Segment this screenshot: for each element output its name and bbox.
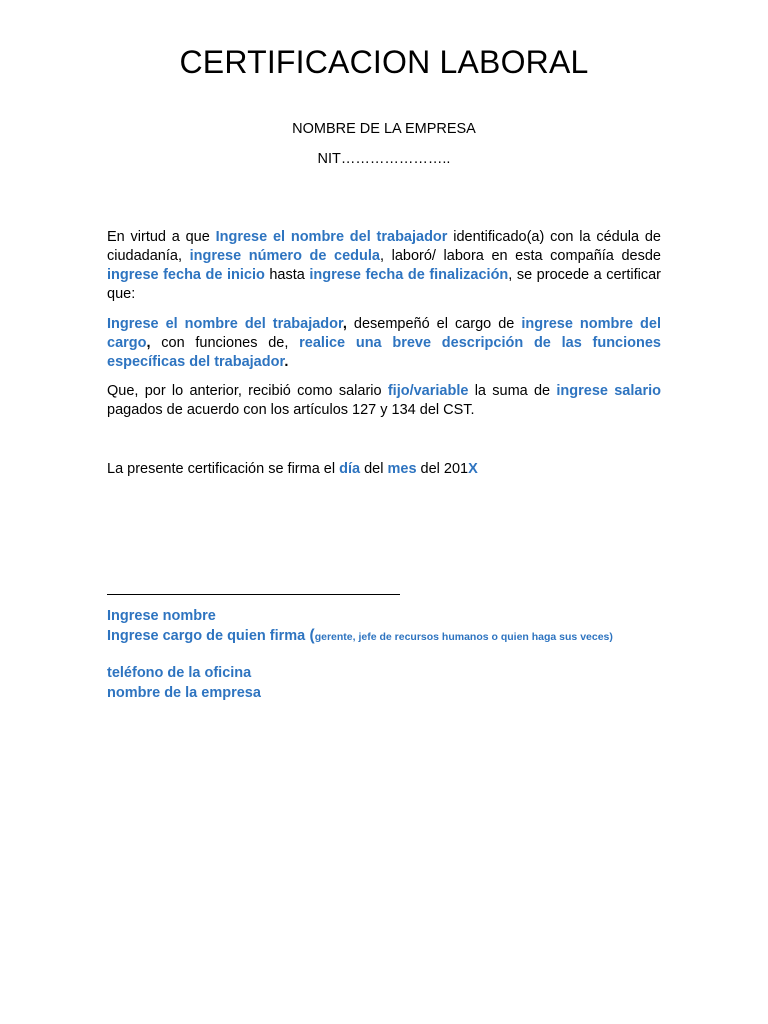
- position-text-2: con funciones de,: [150, 335, 300, 351]
- signer-role-note: gerente, jefe de recursos humanos o quien haga sus veces): [314, 631, 613, 643]
- position-text-1: desempeñó el cargo de: [346, 316, 522, 332]
- placeholder-salary-amount: ingrese salario: [556, 383, 661, 399]
- signer-name: Ingrese nombre: [107, 608, 216, 624]
- comma-1: ,: [342, 316, 347, 332]
- date-text-3: del 201: [416, 461, 469, 477]
- placeholder-position-name: ingrese nombre del cargo: [107, 316, 662, 351]
- date-text-1: La presente certificación se firma el: [107, 461, 340, 477]
- paragraph-position: [107, 315, 661, 372]
- placeholder-year-digit: X: [468, 461, 478, 477]
- placeholder-month: mes: [387, 461, 417, 477]
- intro-text-5: , se procede a certificar que:: [107, 267, 661, 302]
- placeholder-id-number: ingrese número de cedula: [189, 248, 380, 264]
- intro-text-4: hasta: [264, 267, 310, 283]
- date-text-2: del: [360, 461, 388, 477]
- intro-text-2: identificado(a) con la cédula de ciudadanía,: [107, 229, 661, 264]
- document-title: CERTIFICACION LABORAL: [179, 44, 589, 80]
- placeholder-worker-name-2: Ingrese el nombre del trabajador: [107, 316, 343, 332]
- placeholder-salary-type: fijo/variable: [387, 383, 469, 399]
- paragraph-salary: [107, 382, 661, 420]
- intro-text-3: , laboró/ labora en esta compañía desde: [379, 248, 661, 264]
- placeholder-start-date: ingrese fecha de inicio: [107, 267, 265, 283]
- signature-line: [107, 594, 400, 595]
- comma-2: ,: [146, 335, 151, 351]
- salary-text-1: Que, por lo anterior, recibió como salario: [107, 383, 388, 399]
- signer-company: nombre de la empresa: [107, 685, 261, 701]
- salary-text-3: pagados de acuerdo con los artículos 127 y 134 del CST.: [107, 402, 475, 418]
- placeholder-worker-name: Ingrese el nombre del trabajador: [215, 229, 448, 245]
- company-name: NOMBRE DE LA EMPRESA: [292, 121, 476, 137]
- intro-text-1: En virtud a que: [107, 229, 216, 245]
- company-nit: NIT…………………..: [317, 151, 451, 167]
- signer-role: [107, 626, 613, 647]
- paragraph-signing-date: [107, 460, 661, 479]
- placeholder-day: día: [339, 461, 361, 477]
- salary-text-2: la suma de: [468, 383, 557, 399]
- signer-role-label: Ingrese cargo de quien firma: [107, 628, 306, 644]
- period: .: [284, 354, 289, 370]
- placeholder-end-date: ingrese fecha de finalización: [309, 267, 509, 283]
- placeholder-functions: realice una breve descripción de las funciones específicas del trabajador: [107, 335, 661, 370]
- paragraph-intro: [107, 228, 661, 304]
- office-phone: teléfono de la oficina: [107, 665, 252, 681]
- open-paren: (: [305, 627, 315, 644]
